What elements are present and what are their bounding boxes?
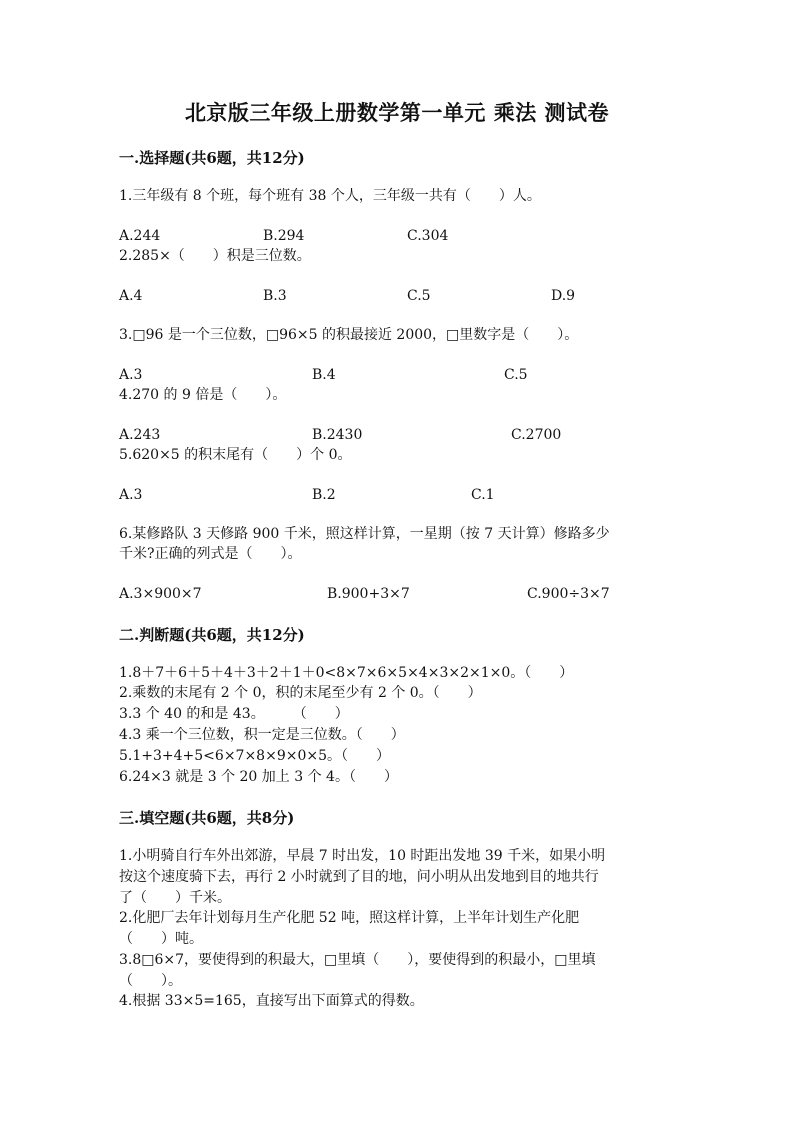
question-text: 按这个速度骑下去，再行 2 小时就到了目的地，问小明从出发地到目的地共行 [119, 869, 599, 885]
option-a: A.3×900×7 [119, 586, 202, 602]
option-c: C.5 [407, 288, 431, 304]
question-text: 4.270 的 9 倍是（ ）。 [119, 387, 287, 403]
question-text: 1.小明骑自行车外出郊游，早晨 7 时出发，10 时距出发地 39 千米，如果小明 [119, 848, 606, 864]
question-text: 2.化肥厂去年计划每月生产化肥 52 吨，照这样计算，上半年计划生产化肥 [119, 910, 580, 926]
option-a: A.3 [119, 367, 143, 383]
list-item: 6.24×3 就是 3 个 20 加上 3 个 4。（ ） [119, 769, 398, 785]
option-b: B.3 [263, 288, 287, 304]
page-title: 北京版三年级上册数学第一单元 乘法 测试卷 [184, 100, 610, 125]
list-item: 3.3 个 40 的和是 43。 （ ） [119, 706, 349, 722]
question-text: 3.8□6×7，要使得到的积最大，□里填（ ），要使得到的积最小，□里填 [119, 952, 596, 968]
question-text: 了（ ）千米。 [119, 890, 231, 906]
option-a: A.3 [119, 487, 143, 503]
list-item: 4.3 乘一个三位数，积一定是三位数。（ ） [119, 727, 405, 743]
list-item: 5.1+3+4+5<6×7×8×9×0×5。（ ） [119, 748, 391, 764]
option-c: C.304 [407, 228, 449, 244]
question-text: 3.□96 是一个三位数，□96×5 的积最接近 2000，□里数字是（ ）。 [119, 327, 579, 343]
question-text: 6.某修路队 3 天修路 900 千米，照这样计算，一星期（按 7 天计算）修路多少 [119, 526, 610, 542]
option-b: B.2 [312, 487, 336, 503]
option-b: B.294 [263, 228, 305, 244]
option-c: C.2700 [511, 427, 562, 443]
question-text: （ ）。 [119, 973, 182, 989]
option-a: A.4 [119, 288, 143, 304]
list-item: 2.乘数的末尾有 2 个 0，积的末尾至少有 2 个 0。（ ） [119, 685, 482, 701]
question-text: 2.285×（ ）积是三位数。 [119, 248, 311, 264]
option-c: C.900÷3×7 [527, 586, 610, 602]
question-text: 5.620×5 的积末尾有（ ）个 0。 [119, 447, 352, 463]
section-heading-choice: 一.选择题(共6题，共12分) [119, 149, 305, 167]
option-b: B.900+3×7 [327, 586, 410, 602]
option-c: C.5 [504, 367, 528, 383]
question-text: （ ）吨。 [119, 931, 203, 947]
list-item: 1.8＋7＋6＋5＋4＋3＋2＋1＋0<8×7×6×5×4×3×2×1×0。（ ） [119, 665, 574, 681]
option-c: C.1 [471, 487, 495, 503]
option-d: D.9 [551, 288, 576, 304]
section-heading-judgement: 二.判断题(共6题，共12分) [119, 626, 305, 644]
option-a: A.244 [119, 228, 161, 244]
question-text: 1.三年级有 8 个班，每个班有 38 个人，三年级一共有（ ）人。 [119, 188, 541, 204]
option-a: A.243 [119, 427, 161, 443]
question-text: 4.根据 33×5=165，直接写出下面算式的得数。 [119, 993, 424, 1009]
question-text: 千米?正确的列式是（ ）。 [119, 546, 302, 562]
option-b: B.2430 [312, 427, 363, 443]
section-heading-fill-blank: 三.填空题(共6题，共8分) [119, 809, 295, 827]
option-b: B.4 [312, 367, 336, 383]
